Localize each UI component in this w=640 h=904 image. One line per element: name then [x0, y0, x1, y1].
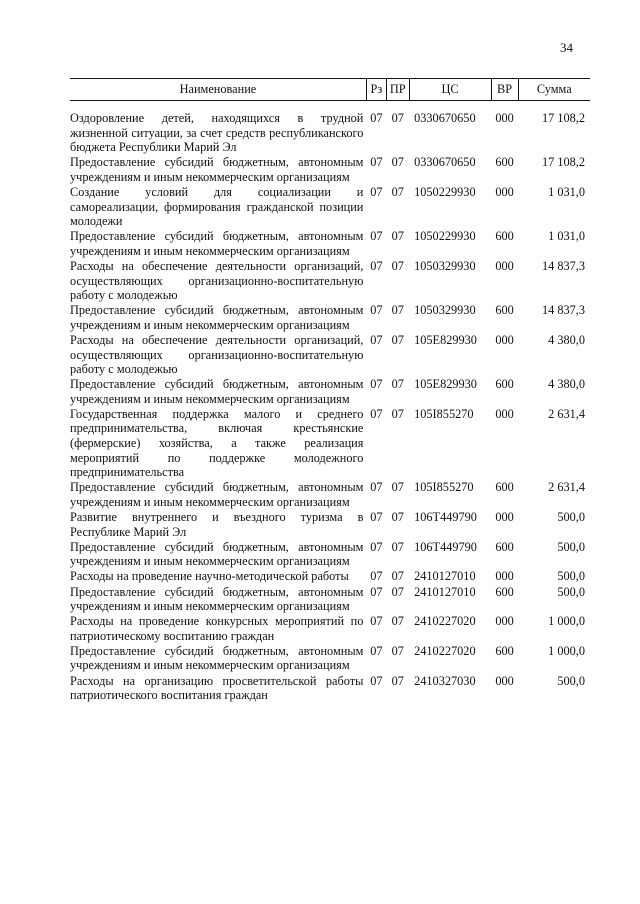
table-row [70, 407, 590, 480]
cell-vr: 600 [495, 480, 514, 495]
cell-name: Расходы на обеспечение деятельности организаций, осуществляющих организационно-воспитательную работу с молодежью [70, 258, 364, 303]
cell-vr: 600 [495, 155, 514, 170]
cell-cs: 1050229930 [414, 229, 476, 244]
cell-pr: 07 [391, 111, 404, 125]
cell-sum: 17 108,2 [541, 111, 585, 125]
table-row [70, 614, 590, 644]
header-vr: ВР [491, 79, 518, 101]
cell-sum: 500,0 [557, 569, 585, 584]
cell-pr: 07 [391, 510, 404, 525]
cell-cs: 1050329930 [414, 303, 476, 318]
cell-name: Предоставление субсидий бюджетным, автономным учреждениям и иным некоммерческим организациям [70, 303, 364, 332]
table-row [70, 569, 590, 584]
cell-name: Предоставление субсидий бюджетным, автономным учреждениям и иным некоммерческим организациям [70, 584, 364, 614]
cell-pr: 07 [391, 303, 404, 318]
cell-rz: 07 [370, 111, 383, 125]
cell-sum: 2 631,4 [548, 480, 585, 495]
table-row [70, 155, 590, 185]
header-name: Наименование [70, 79, 366, 101]
table-row [70, 674, 590, 704]
cell-vr: 000 [495, 258, 514, 273]
cell-sum: 1 031,0 [548, 229, 585, 244]
cell-pr: 07 [391, 332, 404, 347]
cell-vr: 000 [495, 184, 514, 199]
cell-pr: 07 [391, 184, 404, 199]
table-row [70, 585, 590, 615]
cell-pr: 07 [391, 569, 404, 584]
cell-rz: 07 [370, 332, 383, 347]
cell-vr: 600 [495, 584, 514, 599]
cell-cs: 105I855270 [414, 480, 474, 495]
table-row [70, 101, 590, 156]
cell-pr: 07 [391, 673, 404, 688]
cell-vr: 000 [495, 406, 514, 421]
cell-name: Предоставление субсидий бюджетным, автономным учреждениям и иным некоммерческим организациям [70, 155, 364, 184]
cell-vr: 600 [495, 643, 514, 658]
cell-sum: 500,0 [557, 539, 585, 554]
cell-vr: 000 [495, 111, 514, 125]
cell-rz: 07 [370, 643, 383, 658]
cell-sum: 1 031,0 [548, 184, 585, 199]
cell-sum: 1 000,0 [548, 614, 585, 629]
cell-sum: 14 837,3 [541, 258, 585, 273]
cell-cs: 2410327030 [414, 673, 476, 688]
cell-cs: 105E829930 [414, 332, 477, 347]
page-number: 34 [560, 40, 573, 55]
cell-vr: 600 [495, 229, 514, 244]
cell-name: Предоставление субсидий бюджетным, автономным учреждениям и иным некоммерческим организациям [70, 377, 364, 406]
cell-cs: 1050329930 [414, 258, 476, 273]
cell-sum: 500,0 [557, 673, 585, 688]
cell-pr: 07 [391, 584, 404, 599]
cell-rz: 07 [370, 614, 383, 629]
table-row [70, 259, 590, 303]
cell-cs: 1050229930 [414, 184, 476, 199]
table-row [70, 333, 590, 377]
cell-vr: 000 [495, 673, 514, 688]
cell-rz: 07 [370, 406, 383, 421]
cell-cs: 2410227020 [414, 614, 476, 629]
cell-cs: 106T449790 [414, 539, 477, 554]
table-row [70, 644, 590, 674]
cell-pr: 07 [391, 406, 404, 421]
cell-pr: 07 [391, 480, 404, 495]
cell-rz: 07 [370, 229, 383, 244]
cell-cs: 105E829930 [414, 377, 477, 392]
cell-name: Оздоровление детей, находящихся в трудной жизненной ситуации, за счет средств республиканского бюджета Республики Марий Эл [70, 111, 364, 155]
table-header-row [70, 79, 590, 101]
cell-vr: 000 [495, 510, 514, 525]
cell-name: Расходы на обеспечение деятельности организаций, осуществляющих организационно-воспитательную работу с молодежью [70, 332, 364, 377]
cell-sum: 17 108,2 [541, 155, 585, 170]
cell-vr: 600 [495, 303, 514, 318]
cell-sum: 4 380,0 [548, 332, 585, 347]
table-row [70, 185, 590, 229]
cell-cs: 2410127010 [414, 584, 476, 599]
cell-name: Расходы на организацию просветительской работы патриотического воспитания граждан [70, 673, 364, 703]
cell-rz: 07 [370, 569, 383, 584]
table-row [70, 377, 590, 407]
cell-pr: 07 [391, 229, 404, 244]
cell-pr: 07 [391, 539, 404, 554]
cell-rz: 07 [370, 584, 383, 599]
cell-rz: 07 [370, 480, 383, 495]
cell-name: Предоставление субсидий бюджетным, автономным учреждениям и иным некоммерческим организациям [70, 539, 364, 569]
cell-sum: 500,0 [557, 510, 585, 525]
cell-cs: 0330670650 [414, 111, 476, 125]
cell-name: Предоставление субсидий бюджетным, автономным учреждениям и иным некоммерческим организациям [70, 480, 364, 509]
cell-name: Предоставление субсидий бюджетным, автономным учреждениям и иным некоммерческим организациям [70, 229, 364, 258]
table-row [70, 540, 590, 570]
cell-vr: 600 [495, 539, 514, 554]
cell-pr: 07 [391, 155, 404, 170]
cell-cs: 2410127010 [414, 569, 476, 584]
table-row [70, 510, 590, 540]
table-row [70, 480, 590, 510]
cell-name: Расходы на проведение конкурсных мероприятий по патриотическому воспитанию граждан [70, 614, 364, 643]
header-rz: Рз [366, 79, 386, 101]
header-pr: ПР [386, 79, 409, 101]
cell-pr: 07 [391, 258, 404, 273]
cell-vr: 000 [495, 332, 514, 347]
cell-vr: 600 [495, 377, 514, 392]
cell-rz: 07 [370, 303, 383, 318]
cell-cs: 105I855270 [414, 406, 474, 421]
cell-rz: 07 [370, 155, 383, 170]
cell-rz: 07 [370, 539, 383, 554]
cell-sum: 2 631,4 [548, 406, 585, 421]
cell-vr: 000 [495, 614, 514, 629]
cell-rz: 07 [370, 184, 383, 199]
cell-name: Развитие внутреннего и въездного туризма в Республике Марий Эл [70, 510, 364, 539]
table-row [70, 229, 590, 259]
table-body [70, 101, 590, 704]
cell-sum: 500,0 [557, 584, 585, 599]
table-row [70, 303, 590, 333]
cell-name: Государственная поддержка малого и среднего предпринимательства, включая крестьянские (фермерские) хозяйства, а также реализация мероприятий по поддержке молодежного предпринимательства [70, 406, 364, 480]
cell-cs: 0330670650 [414, 155, 476, 170]
cell-name: Создание условий для социализации и самореализации, формирования гражданской позиции молодежи [70, 184, 364, 229]
cell-pr: 07 [391, 643, 404, 658]
header-cs: ЦС [409, 79, 491, 101]
header-sum: Сумма [518, 79, 590, 101]
cell-cs: 2410227020 [414, 643, 476, 658]
cell-name: Расходы на проведение научно-методической работы [70, 569, 349, 584]
cell-pr: 07 [391, 614, 404, 629]
cell-name: Предоставление субсидий бюджетным, автономным учреждениям и иным некоммерческим организациям [70, 643, 364, 673]
budget-table [70, 78, 590, 703]
cell-vr: 000 [495, 569, 514, 584]
cell-rz: 07 [370, 510, 383, 525]
cell-rz: 07 [370, 258, 383, 273]
cell-pr: 07 [391, 377, 404, 392]
cell-sum: 4 380,0 [548, 377, 585, 392]
cell-rz: 07 [370, 377, 383, 392]
cell-sum: 1 000,0 [548, 643, 585, 658]
cell-sum: 14 837,3 [541, 303, 585, 318]
cell-cs: 106T449790 [414, 510, 477, 525]
cell-rz: 07 [370, 673, 383, 688]
